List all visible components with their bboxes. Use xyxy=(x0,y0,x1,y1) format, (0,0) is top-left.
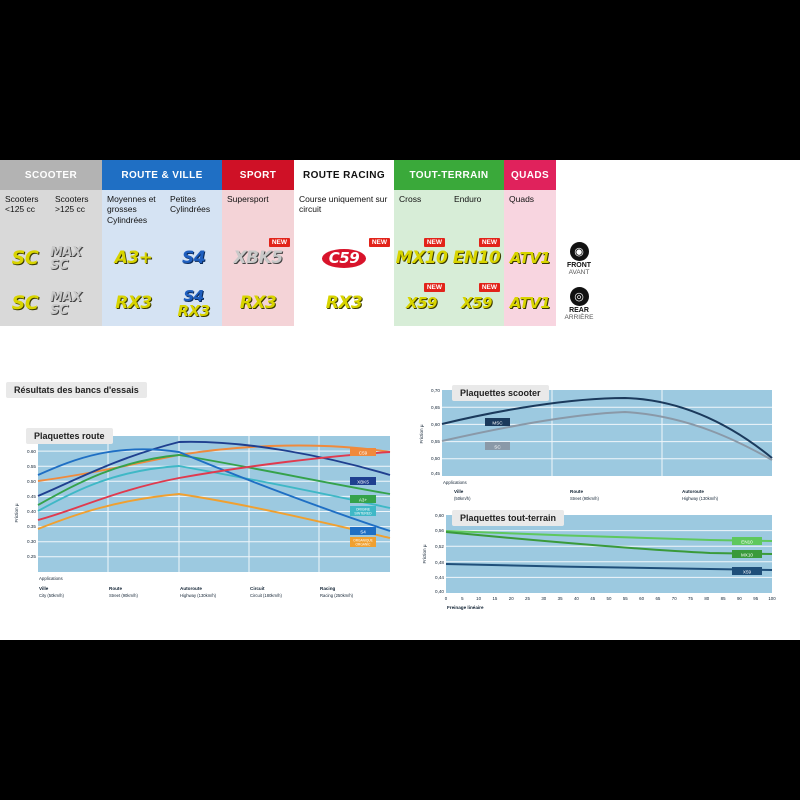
new-badge-xbk5: NEW xyxy=(269,238,290,247)
cell-front-a3[interactable] xyxy=(102,236,165,281)
pad-label-c59-front: C59 xyxy=(322,249,366,268)
svg-text:95: 95 xyxy=(753,596,759,601)
svg-text:Friction µ: Friction µ xyxy=(422,544,427,564)
pad-label-s4-rear: S4 xyxy=(183,286,204,305)
svg-text:0,56: 0,56 xyxy=(435,528,444,533)
pad-label-x59-enduro: X59 xyxy=(461,294,492,312)
svg-text:50: 50 xyxy=(606,596,612,601)
category-route-racing: ROUTE RACING xyxy=(294,160,394,190)
pad-label-a3-front: A3+ xyxy=(114,248,153,268)
svg-text:Racing: Racing xyxy=(320,586,336,591)
svg-text:ORGANIQUE: ORGANIQUE xyxy=(353,538,373,543)
cell-front-en10[interactable] xyxy=(449,236,504,281)
axle-rear-label-en: REAR xyxy=(569,306,589,314)
product-matrix xyxy=(0,160,642,326)
svg-text:65: 65 xyxy=(655,596,661,601)
cell-front-s4[interactable] xyxy=(165,236,222,281)
svg-text:75: 75 xyxy=(688,596,693,601)
pad-label-maxsc-front: MAX SC xyxy=(50,244,82,273)
pad-stack-s4-rx3 xyxy=(177,286,210,320)
pad-label-rx3-rear: RX3 xyxy=(115,293,152,313)
svg-text:MX10: MX10 xyxy=(740,552,754,558)
pad-label-xbk5-front: XBK5 xyxy=(233,248,283,268)
svg-text:Route: Route xyxy=(109,586,123,591)
svg-text:Freinage linéaire: Freinage linéaire xyxy=(447,605,484,610)
pad-label-sc-front: SC xyxy=(11,247,39,269)
svg-text:90: 90 xyxy=(736,596,742,601)
svg-text:Racing (250km/h): Racing (250km/h) xyxy=(320,593,354,598)
svg-text:X59: X59 xyxy=(742,569,752,575)
matrix-rear-row xyxy=(0,281,642,326)
svg-text:0,48: 0,48 xyxy=(435,560,444,565)
cell-front-xbk5[interactable] xyxy=(222,236,294,281)
svg-text:MSC: MSC xyxy=(492,420,503,426)
cell-rear-atv1[interactable] xyxy=(504,281,556,326)
svg-text:0,70: 0,70 xyxy=(431,388,440,393)
cell-rear-rx3[interactable] xyxy=(102,281,165,326)
pad-label-mx10-front: MX10 xyxy=(395,248,448,268)
svg-text:0.60: 0.60 xyxy=(27,449,36,454)
svg-text:C59: C59 xyxy=(358,450,368,456)
svg-text:Ville: Ville xyxy=(454,489,464,494)
subhead-cross: Cross xyxy=(394,190,449,236)
svg-text:SC: SC xyxy=(494,444,501,450)
svg-text:Street (90km/h): Street (90km/h) xyxy=(570,496,599,501)
svg-text:85: 85 xyxy=(720,596,726,601)
svg-text:60: 60 xyxy=(639,596,645,601)
catalog-sheet xyxy=(0,160,800,640)
subhead-moyennes-grosses: Moyennes et grosses Cylindrées xyxy=(102,190,165,236)
svg-text:0.40: 0.40 xyxy=(27,509,36,514)
svg-text:0.45: 0.45 xyxy=(27,494,36,499)
svg-text:Autoroute: Autoroute xyxy=(180,586,202,591)
cell-rear-rx3-sport[interactable] xyxy=(222,281,294,326)
svg-text:0,60: 0,60 xyxy=(431,422,440,427)
svg-text:35: 35 xyxy=(557,596,563,601)
axle-rear-label-fr: ARRIÈRE xyxy=(564,313,594,321)
svg-text:0.30: 0.30 xyxy=(27,539,36,544)
svg-text:0,55: 0,55 xyxy=(431,439,440,444)
svg-text:70: 70 xyxy=(671,596,677,601)
subhead-course-circuit: Course uniquement sur circuit xyxy=(294,190,394,236)
front-disc-icon: ◉ xyxy=(570,242,589,261)
subhead-axle-spacer xyxy=(556,190,602,236)
pad-label-rx3-rear-small: RX3 xyxy=(177,301,210,320)
svg-text:0,50: 0,50 xyxy=(431,456,440,461)
svg-text:Street (90km/h): Street (90km/h) xyxy=(109,593,138,598)
svg-text:30: 30 xyxy=(541,596,547,601)
svg-text:45: 45 xyxy=(590,596,596,601)
svg-text:0,60: 0,60 xyxy=(435,513,444,518)
pad-label-maxsc-rear: MAX SC xyxy=(50,289,82,318)
pad-label-en10-front: EN10 xyxy=(452,248,501,268)
offroad-chart-title: Plaquettes tout-terrain xyxy=(452,510,564,526)
bench-results-title: Résultats des bancs d'essais xyxy=(6,382,147,398)
svg-text:80: 80 xyxy=(704,596,710,601)
svg-text:0.35: 0.35 xyxy=(27,524,36,529)
pad-label-atv1-front: ATV1 xyxy=(509,249,551,267)
svg-text:Friction µ: Friction µ xyxy=(14,503,19,523)
svg-text:ORIGINE: ORIGINE xyxy=(355,507,371,512)
axle-front xyxy=(556,236,602,281)
scooter-chart-title: Plaquettes scooter xyxy=(452,385,549,401)
new-badge-en10: NEW xyxy=(479,238,500,247)
svg-text:A3+: A3+ xyxy=(358,497,368,503)
svg-text:Circuit (180km/h): Circuit (180km/h) xyxy=(250,593,282,598)
svg-text:0,65: 0,65 xyxy=(431,405,440,410)
svg-text:5: 5 xyxy=(461,596,464,601)
cell-front-atv1[interactable] xyxy=(504,236,556,281)
svg-text:0,40: 0,40 xyxy=(435,589,444,594)
svg-text:Applications: Applications xyxy=(443,480,467,485)
svg-text:15: 15 xyxy=(492,596,498,601)
svg-text:0,45: 0,45 xyxy=(431,471,440,476)
cell-rear-sc[interactable] xyxy=(0,281,50,326)
cell-front-maxsc[interactable] xyxy=(50,236,102,281)
svg-text:0.50: 0.50 xyxy=(27,479,36,484)
cell-rear-s4-rx3[interactable] xyxy=(165,281,222,326)
subhead-supersport: Supersport xyxy=(222,190,294,236)
svg-text:XBK5: XBK5 xyxy=(357,479,369,485)
axle-front-label-en: FRONT xyxy=(566,261,592,269)
category-tout-terrain: TOUT-TERRAIN xyxy=(394,160,504,190)
svg-text:10: 10 xyxy=(476,596,482,601)
cell-rear-x59-enduro[interactable] xyxy=(449,281,504,326)
pad-label-rx3-racing: RX3 xyxy=(325,293,363,313)
svg-text:0: 0 xyxy=(444,596,448,601)
svg-text:0,52: 0,52 xyxy=(435,544,444,549)
pad-label-sc-rear: SC xyxy=(11,292,39,314)
pad-label-x59-cross: X59 xyxy=(406,294,437,312)
cell-front-sc[interactable] xyxy=(0,236,50,281)
svg-text:EN10: EN10 xyxy=(741,539,753,545)
category-sport: SPORT xyxy=(222,160,294,190)
new-badge-x59-enduro: NEW xyxy=(479,283,500,292)
new-badge-c59: NEW xyxy=(369,238,390,247)
rear-disc-icon: ◎ xyxy=(570,287,589,306)
pad-label-s4-front: S4 xyxy=(181,248,206,268)
cell-front-c59[interactable] xyxy=(294,236,394,281)
svg-text:SINTERED: SINTERED xyxy=(354,511,372,516)
subhead-scooters-under125: Scooters <125 cc xyxy=(0,190,50,236)
cell-front-mx10[interactable] xyxy=(394,236,449,281)
svg-text:S4: S4 xyxy=(360,529,366,535)
axle-front-label-fr: AVANT xyxy=(568,268,590,276)
matrix-subhead-row xyxy=(0,190,642,236)
matrix-category-row xyxy=(0,160,642,190)
cell-rear-x59-cross[interactable] xyxy=(394,281,449,326)
svg-text:0.55: 0.55 xyxy=(27,464,36,469)
svg-text:25: 25 xyxy=(525,596,530,601)
new-badge-x59-cross: NEW xyxy=(424,283,445,292)
route-chart-title: Plaquettes route xyxy=(26,428,113,444)
svg-text:0.25: 0.25 xyxy=(27,554,36,559)
category-quads: QUADS xyxy=(504,160,556,190)
cell-rear-maxsc[interactable] xyxy=(50,281,102,326)
svg-text:Ville: Ville xyxy=(39,586,49,591)
svg-text:ORGANIC: ORGANIC xyxy=(355,542,371,547)
axle-rear xyxy=(556,281,602,326)
svg-text:100: 100 xyxy=(768,596,776,601)
svg-text:Circuit: Circuit xyxy=(250,586,265,591)
svg-text:Autoroute: Autoroute xyxy=(682,489,704,494)
matrix-front-row xyxy=(0,236,642,281)
svg-text:20: 20 xyxy=(508,596,514,601)
category-route-ville: ROUTE & VILLE xyxy=(102,160,222,190)
category-axle-spacer xyxy=(556,160,602,190)
pad-label-atv1-rear: ATV1 xyxy=(509,294,551,312)
cell-rear-rx3-racing[interactable] xyxy=(294,281,394,326)
svg-text:Friction µ: Friction µ xyxy=(419,424,424,444)
subhead-scooters-over125: Scooters >125 cc xyxy=(50,190,102,236)
svg-text:Highway (130km/h): Highway (130km/h) xyxy=(682,496,719,501)
svg-text:55: 55 xyxy=(622,596,628,601)
svg-text:0,44: 0,44 xyxy=(435,575,444,580)
category-scooter: SCOOTER xyxy=(0,160,102,190)
svg-text:40: 40 xyxy=(573,596,579,601)
svg-text:(50km/h): (50km/h) xyxy=(454,496,471,501)
svg-text:Highway (130km/h): Highway (130km/h) xyxy=(180,593,217,598)
svg-text:Route: Route xyxy=(570,489,584,494)
pad-label-rx3-sport: RX3 xyxy=(239,293,277,313)
subhead-petites-cylindrees: Petites Cylindrées xyxy=(165,190,222,236)
svg-text:City (50km/h): City (50km/h) xyxy=(39,593,64,598)
new-badge-mx10: NEW xyxy=(424,238,445,247)
svg-text:Applications: Applications xyxy=(39,576,63,581)
subhead-quads: Quads xyxy=(504,190,556,236)
subhead-enduro: Enduro xyxy=(449,190,504,236)
